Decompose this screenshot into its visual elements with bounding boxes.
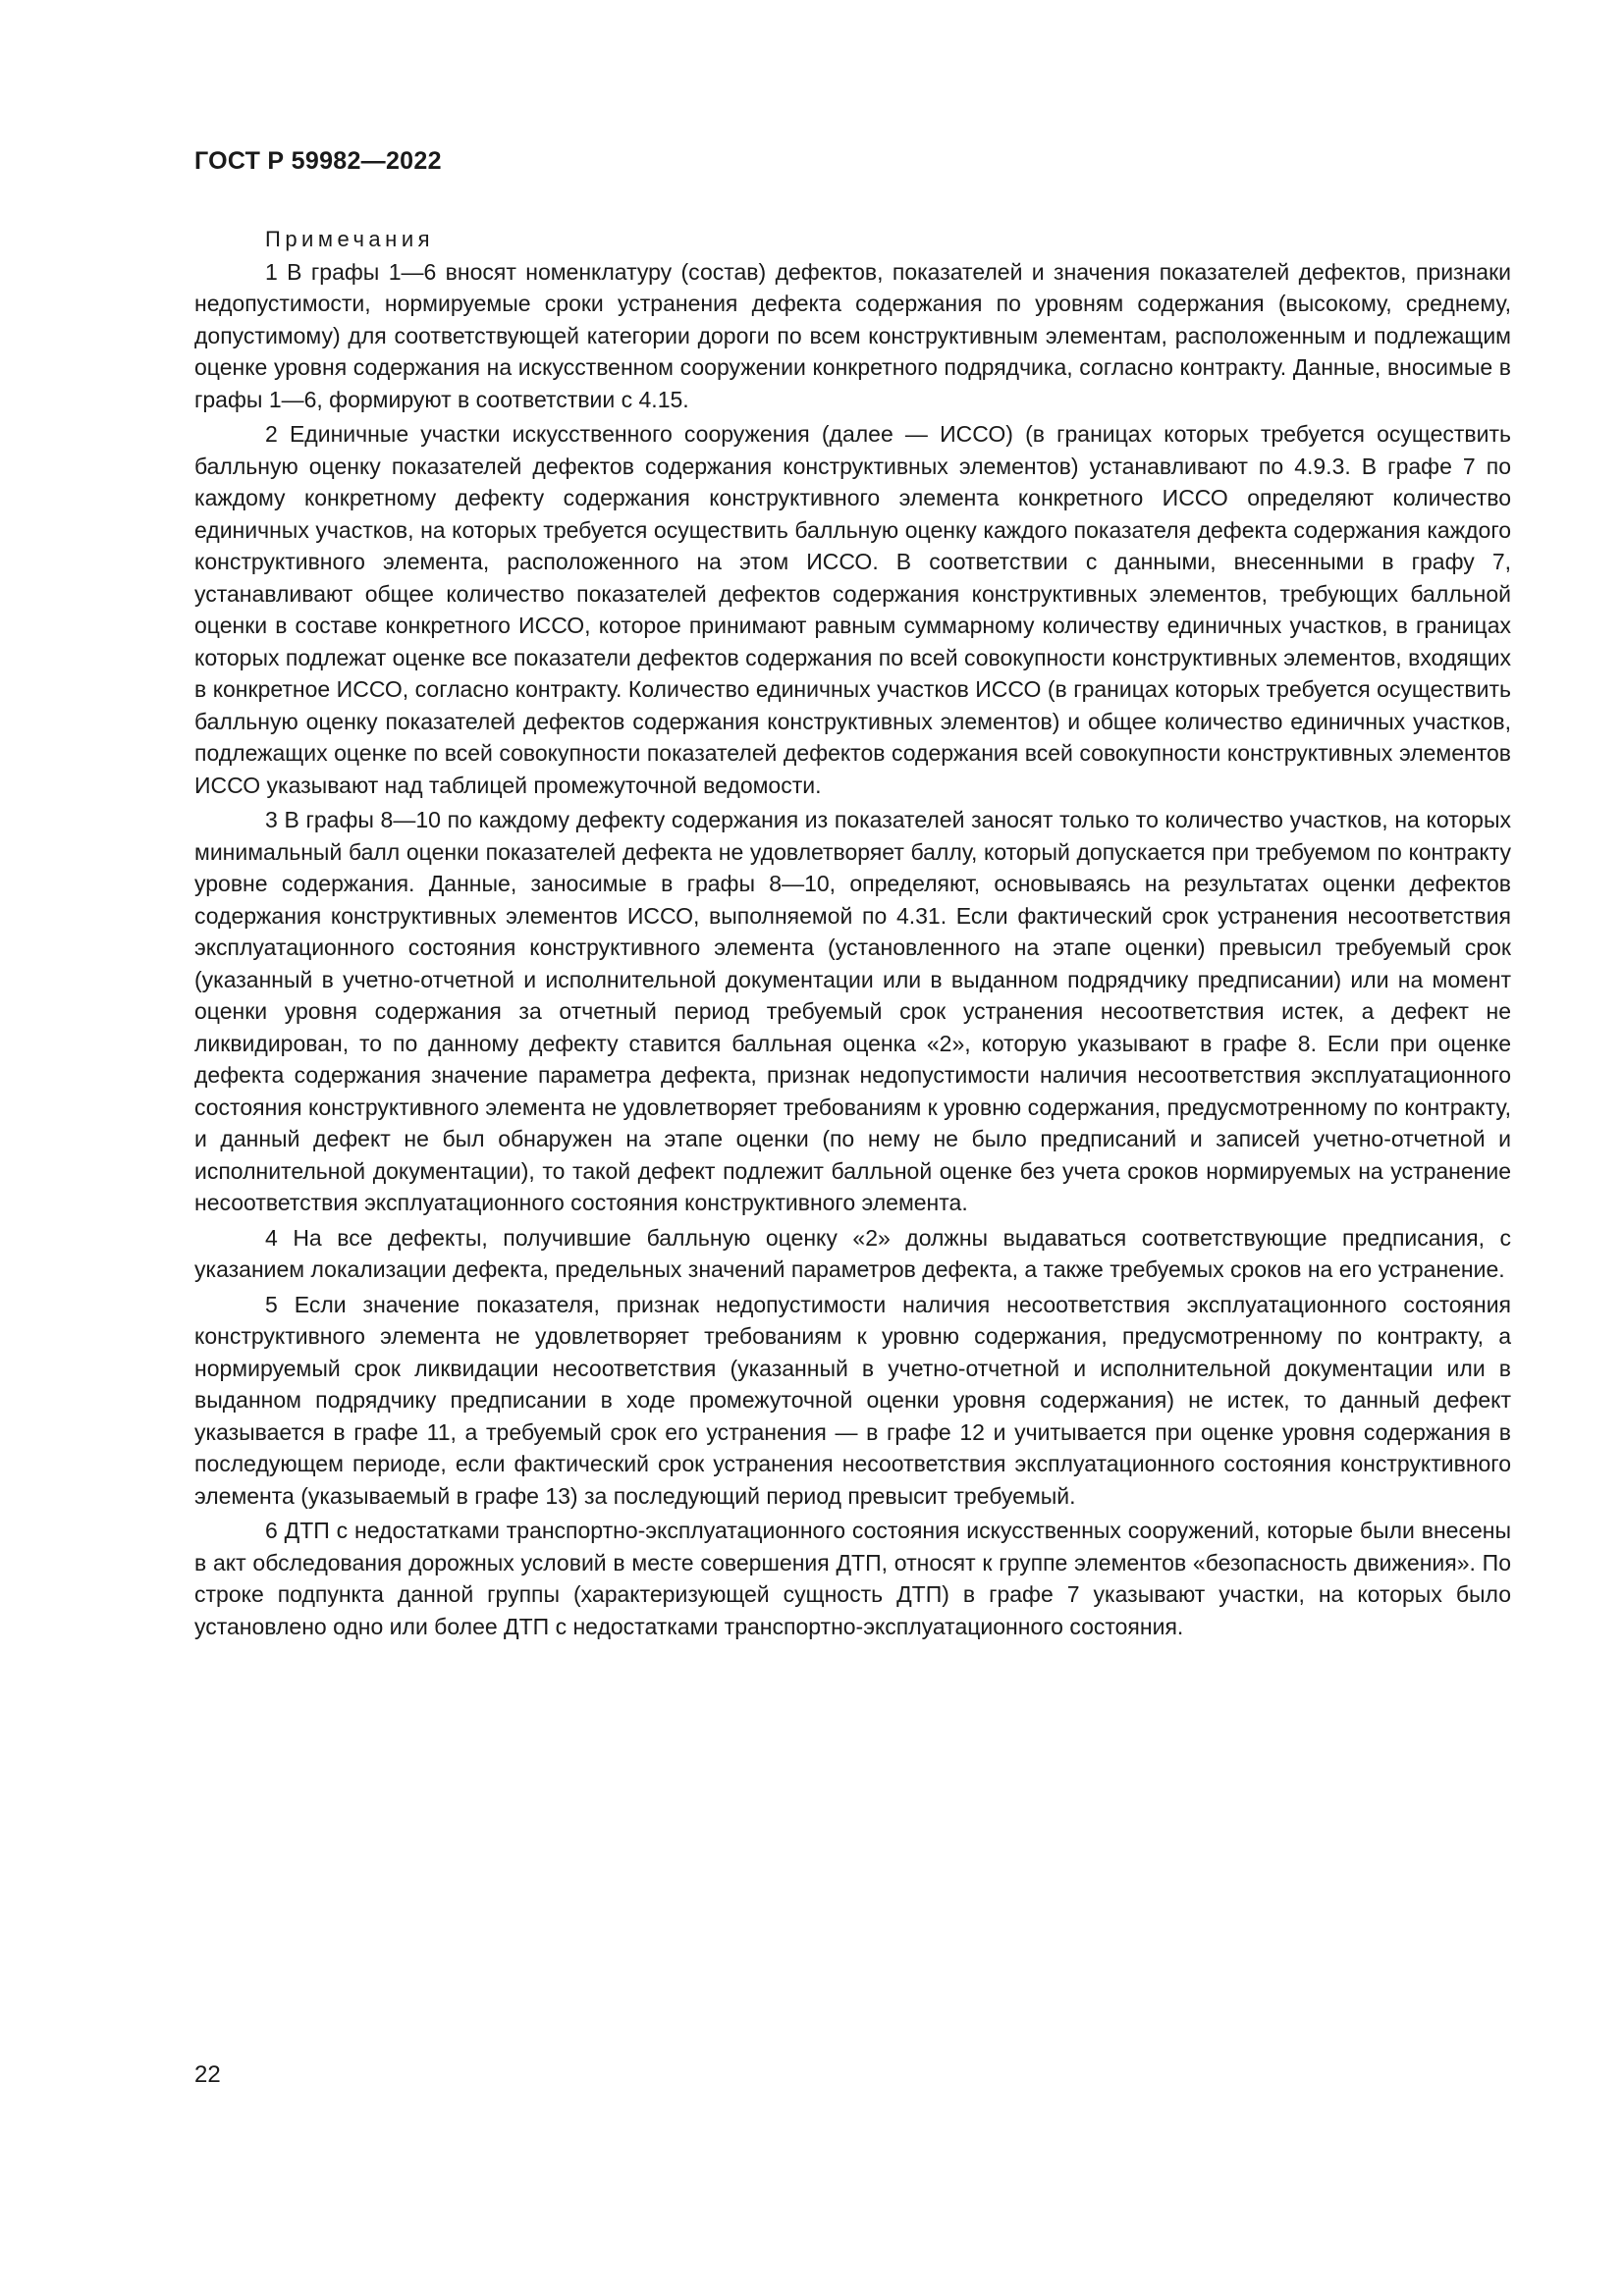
note-paragraph: 4 На все дефекты, получившие балльную оценку «2» должны выдаваться соответствующие предписания, с указанием локализации дефекта, предельных значений параметров дефекта, а также требуемых сроков на его устранение. <box>194 1224 1511 1282</box>
notes-title: Примечания <box>265 227 435 251</box>
note-paragraph: 6 ДТП с недостатками транспортно-эксплуатационного состояния искусственных сооружений, которые были внесены в акт обследования дорожных условий в месте совершения ДТП, относят к группе элементов «безопасность движения». По строке подпункта данной группы (характеризующей сущность ДТП) в графе 7 указывают участки, на которых было установлено одно или более ДТП с недостатками транспортно-эксплуатационного состояния. <box>194 1518 1511 1639</box>
note-paragraph: 1 В графы 1—6 вносят номенклатуру (состав) дефектов, показателей и значения показателей дефектов, признаки недопустимости, нормируемые сроки устранения дефекта содержания по уровням содержания (высокому, среднему, допустимому) для соответствующей категории дороги по всем конструктивным элементам, расположенным и подлежащим оценке уровня содержания на искусственном сооружении конкретного подрядчика, согласно контракту. Данные, вносимые в графы 1—6, формируют в соответствии с 4.15. <box>194 258 1511 412</box>
notes-section <box>194 224 1511 1645</box>
note-paragraph: 2 Единичные участки искусственного сооружения (далее — ИССО) (в границах которых требуется осуществить балльную оценку показателей дефектов содержания конструктивных элементов) устанавливают по 4.9.3. В графе 7 по каждому конкретному дефекту содержания конструктивного элемента конкретного ИССО определяют количество единичных участков, на которых требуется осуществить балльную оценку каждого показателя дефекта содержания каждого конструктивного элемента, расположенного на этом ИССО. В соответствии с данными, внесенными в графу 7, устанавливают общее количество показателей дефектов содержания конструктивных элементов, требующих балльной оценки в составе конкретного ИССО, которое принимают равным суммарному количеству единичных участков, в границах которых подлежат оценке все показатели дефектов содержания по всей совокупности конструктивных элементов, входящих в конкретное ИССО, согласно контракту. Количество единичных участков ИССО (в границах которых требуется осуществить балльную оценку показателей дефектов содержания конструктивных элементов) и общее количество единичных участков, подлежащих оценке по всей совокупности показателей дефектов содержания всей совокупности конструктивных элементов ИССО указывают над таблицей промежуточной ведомости. <box>194 421 1511 798</box>
note-paragraph: 5 Если значение показателя, признак недопустимости наличия несоответствия эксплуатационного состояния конструктивного элемента не удовлетворяет требованиям к уровню содержания, предусмотренному по контракту, а нормируемый срок ликвидации несоответствия (указанный в учетно-отчетной и исполнительной документации или в выданном подрядчику предписании в ходе промежуточной оценки уровня содержания) не истек, то данный дефект указывается в графе 11, а требуемый срок его устранения — в графе 12 и учитывается при оценке уровня содержания в последующем периоде, если фактический срок устранения несоответствия эксплуатационного состояния конструктивного элемента (указываемый в графе 13) за последующий период превысит требуемый. <box>194 1291 1511 1509</box>
standard-designation: ГОСТ Р 59982—2022 <box>194 147 442 175</box>
page-number: 22 <box>194 2061 221 2088</box>
note-paragraph: 3 В графы 8—10 по каждому дефекту содержания из показателей заносят только то количество участков, на которых минимальный балл оценки показателей дефекта не удовлетворяет баллу, который допускается при требуемом по контракту уровне содержания. Данные, заносимые в графы 8—10, определяют, основываясь на результатах оценки дефектов содержания конструктивных элементов ИССО, выполняемой по 4.31. Если фактический срок устранения несоответствия эксплуатационного состояния конструктивного элемента (установленного на этапе оценки) превысил требуемый срок (указанный в учетно-отчетной и исполнительной документации или в выданном подрядчику предписании) или на момент оценки уровня содержания за отчетный период требуемый срок устранения несоответствия истек, а дефект не ликвидирован, то по данному дефекту ставится балльная оценка «2», которую указывают в графе 8. Если при оценке дефекта содержания значение параметра дефекта, признак недопустимости наличия несоответствия эксплуатационного состояния конструктивного элемента не удовлетворяет требованиям к уровню содержания, предусмотренному по контракту, и данный дефект не был обнаружен на этапе оценки (по нему не было предписаний и записей учетно-отчетной и исполнительной документации), то такой дефект подлежит балльной оценке без учета сроков нормируемых на устранение несоответствия эксплуатационного состояния конструктивного элемента. <box>194 807 1511 1215</box>
